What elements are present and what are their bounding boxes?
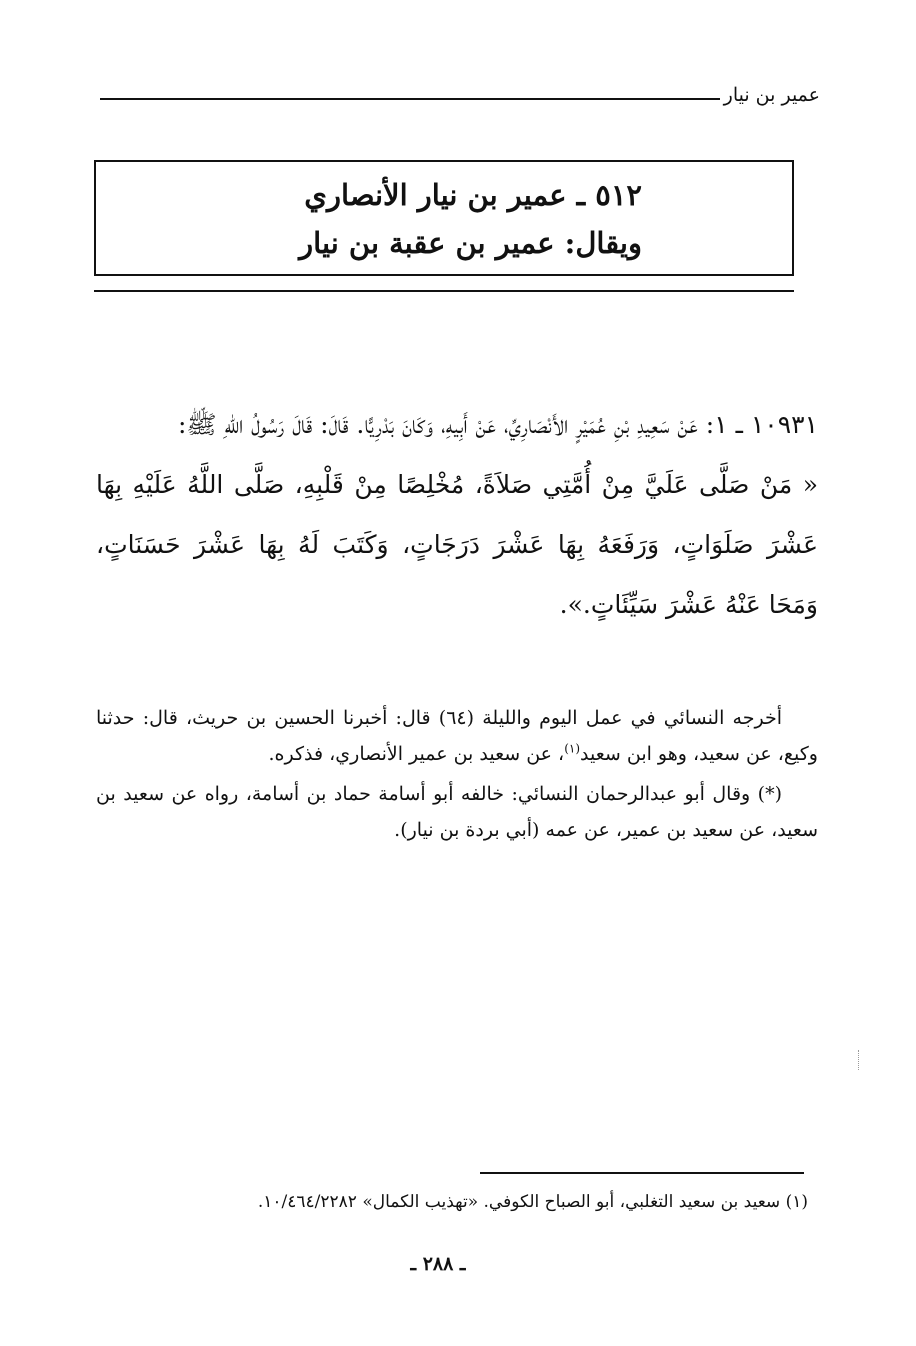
hadith-matn: « مَنْ صَلَّى عَلَيَّ مِنْ أُمَّتِي صَلاَةً، مُخْلِصًا مِنْ قَلْبِهِ، صَلَّى اللَّهُ عَلَيْهِ بِهَا عَشْرَ صَلَوَاتٍ، وَرَفَعَهُ بِهَا عَشْرَ دَرَجَاتٍ، وَكَتَبَ لَهُ بِهَا عَشْرَ حَسَنَاتٍ، وَمَحَا عَنْهُ عَشْرَ سَيِّئَاتٍ.». bbox=[96, 470, 818, 619]
nasai-note: (*) وقال أبو عبدالرحمان النسائي: خالفه أبو أسامة حماد بن أسامة، رواه عن سعيد بن سعيد، عن سعيد بن عمير، عن عمه (أبي بردة بن نيار). bbox=[96, 783, 818, 841]
entry-alt-name: ويقال: عمير بن عقبة بن نيار bbox=[299, 226, 642, 260]
commentary bbox=[96, 700, 818, 848]
entry-title-box bbox=[94, 160, 794, 276]
footnote-rule bbox=[480, 1172, 804, 1174]
hadith-text bbox=[96, 395, 818, 635]
commentary-paragraph bbox=[96, 700, 818, 772]
title-rule bbox=[94, 290, 794, 292]
hadith-isnad: ١٠٩٣١ ـ ١: عَنْ سَعِيدِ بْنِ عُمَيْرٍ الأَنْصَارِيِّ، عَنْ أَبِيهِ، وَكَانَ بَدْرِيًّا. قَالَ: قَالَ رَسُولُ اللهِ ﷺ: bbox=[177, 410, 818, 439]
entry-title: ٥١٢ ـ عمير بن نيار الأنصاري bbox=[304, 178, 642, 212]
footnote: (١) سعيد بن سعيد التغلبي، أبو الصباح الكوفي. «تهذيب الكمال» ١٠/٤٦٤/٢٢٨٢. bbox=[257, 1192, 808, 1212]
scan-speck bbox=[858, 1050, 861, 1070]
commentary-text-end: ، عن سعيد بن عمير الأنصاري، فذكره. bbox=[268, 743, 565, 765]
footnote-marker: (١) bbox=[564, 741, 581, 756]
header-rule bbox=[100, 98, 720, 100]
running-header-title: عمير بن نيار bbox=[723, 84, 820, 106]
running-header bbox=[100, 84, 820, 114]
page-number: ـ ٢٨٨ ـ bbox=[410, 1253, 466, 1275]
commentary-text-start: أخرجه النسائي في عمل اليوم والليلة (٦٤) قال: أخبرنا الحسين بن حريث، قال: حدثنا وكيع، عن سعيد، وهو ابن سعيد bbox=[96, 707, 818, 765]
